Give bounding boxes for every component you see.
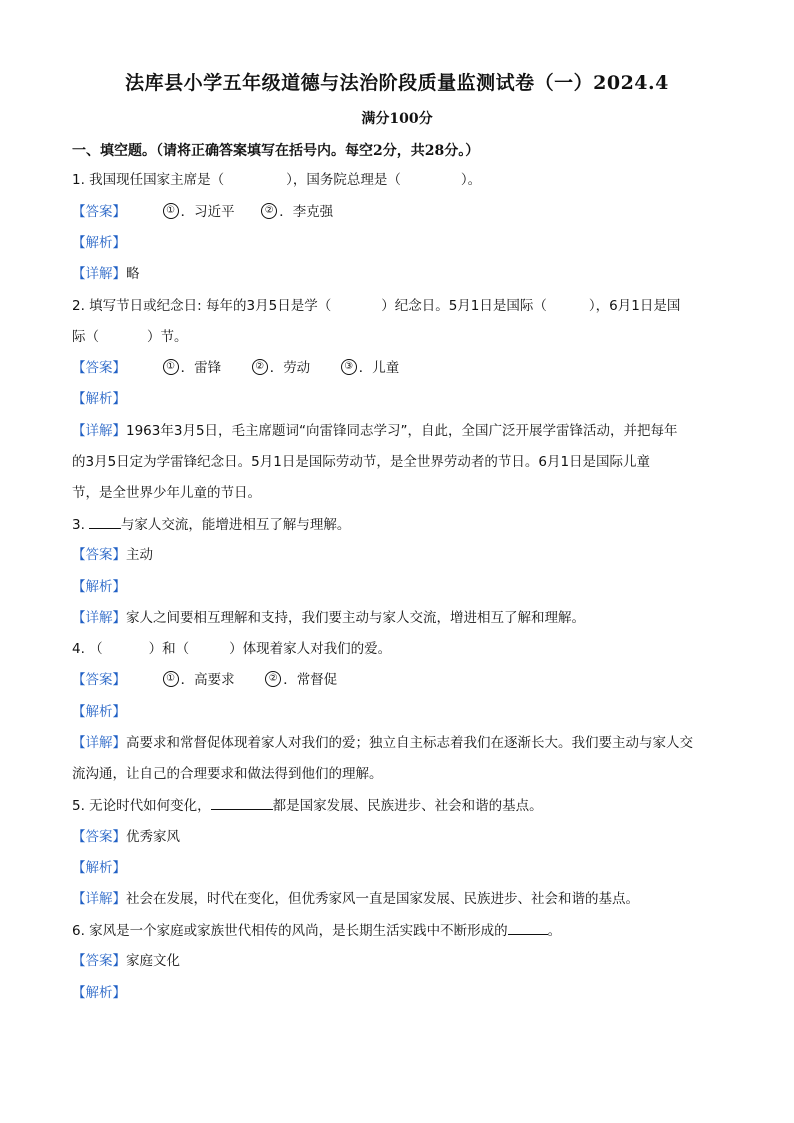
detail-text: 高要求和常督促体现着家人对我们的爱；独立自主标志着我们在逐渐长大。我们要主动与家人交 xyxy=(126,735,693,751)
detail-row-5 xyxy=(72,889,728,909)
answer-label: 【答案】 xyxy=(72,204,126,220)
answer-row-5 xyxy=(72,827,728,847)
detail-label: 【详解】 xyxy=(72,610,126,626)
detail-label: 【详解】 xyxy=(72,266,126,282)
answer-text: 儿童 xyxy=(372,360,400,376)
answer-row-4: 【答案】 ① ．高要求 ② ．常督促 xyxy=(72,672,338,688)
answer-text: 家庭文化 xyxy=(126,953,180,969)
full-score: 满分100分 xyxy=(361,111,433,127)
analysis-label-1: 【解析】 xyxy=(72,235,126,251)
detail-text: 1963年3月5日，毛主席题词“向雷锋同志学习”，自此，全国广泛开展学雷锋活动，并把每年 xyxy=(126,423,678,439)
answer-row-6 xyxy=(72,951,728,971)
answer-text: 常督促 xyxy=(296,672,338,688)
detail-row-3 xyxy=(72,608,728,628)
option-mark: ③ xyxy=(341,359,357,375)
answer-row-1: 【答案】 ① ．习近平 ② ．李克强 xyxy=(72,204,334,220)
answer-text: 优秀家风 xyxy=(126,829,180,845)
exam-title: 法库县小学五年级道德与法治阶段质量监测试卷（一）2024.4 xyxy=(125,72,669,94)
detail-row-4-cont: 流沟通，让自己的合理要求和做法得到他们的理解。 xyxy=(72,766,383,782)
question-1: 1. 我国现任国家主席是（ ），国务院总理是（ ）。 xyxy=(72,172,482,188)
detail-text: 家人之间要相互理解和支持，我们要主动与家人交流，增进相互了解和理解。 xyxy=(126,610,585,626)
detail-label: 【详解】 xyxy=(72,891,126,907)
detail-row-1 xyxy=(72,264,728,284)
answer-text: 劳动 xyxy=(283,360,311,376)
analysis-label-2: 【解析】 xyxy=(72,391,126,407)
option-mark: ① xyxy=(163,203,179,219)
detail-row-2 xyxy=(72,421,728,441)
question-3: 3. 与家人交流，能增进相互了解与理解。 xyxy=(72,514,728,535)
answer-text: 李克强 xyxy=(292,204,334,220)
question-2-line-2: 际（ ）节。 xyxy=(72,329,188,345)
option-mark: ① xyxy=(163,359,179,375)
detail-row-2-cont: 的3月5日定为学雷锋纪念日。5月1日是国际劳动节，是全世界劳动者的节日。6月1日是国际儿童 xyxy=(72,454,651,470)
answer-text: 高要求 xyxy=(194,672,235,688)
analysis-label-6: 【解析】 xyxy=(72,985,126,1001)
question-2-line-1: 2. 填写节日或纪念日: 每年的3月5日是学（ ）纪念日。5月1日是国际（ ），6月1日是国 xyxy=(72,298,681,314)
section-heading: 一、填空题。（请将正确答案填写在括号内。每空2分，共28分。） xyxy=(72,143,480,159)
option-mark: ② xyxy=(261,203,277,219)
detail-text: 社会在发展，时代在变化，但优秀家风一直是国家发展、民族进步、社会和谐的基点。 xyxy=(126,891,639,907)
answer-label: 【答案】 xyxy=(72,360,126,376)
answer-row-3 xyxy=(72,545,728,565)
answer-text: 习近平 xyxy=(194,204,235,220)
analysis-label-4: 【解析】 xyxy=(72,704,126,720)
question-5: 5. 无论时代如何变化， 都是国家发展、民族进步、社会和谐的基点。 xyxy=(72,795,728,816)
answer-label: 【答案】 xyxy=(72,953,126,969)
option-mark: ② xyxy=(265,671,281,687)
analysis-label-5: 【解析】 xyxy=(72,860,126,876)
answer-blank xyxy=(89,514,121,529)
option-mark: ② xyxy=(252,359,268,375)
option-mark: ① xyxy=(163,671,179,687)
question-4: 4. （ ）和（ ）体现着家人对我们的爱。 xyxy=(72,641,392,657)
analysis-label-3: 【解析】 xyxy=(72,579,126,595)
detail-label: 【详解】 xyxy=(72,735,126,751)
detail-label: 【详解】 xyxy=(72,423,126,439)
answer-text: 主动 xyxy=(126,547,153,563)
answer-text: 雷锋 xyxy=(194,360,222,376)
answer-row-2: 【答案】 ① ．雷锋 ② ．劳动 ③ ．儿童 xyxy=(72,360,400,376)
detail-row-4 xyxy=(72,733,728,753)
answer-label: 【答案】 xyxy=(72,829,126,845)
answer-label: 【答案】 xyxy=(72,547,126,563)
answer-blank xyxy=(508,920,548,935)
answer-blank xyxy=(211,795,273,810)
detail-row-2-end: 节，是全世界少年儿童的节日。 xyxy=(72,485,261,501)
detail-text: 略 xyxy=(126,266,140,282)
answer-label: 【答案】 xyxy=(72,672,126,688)
question-6: 6. 家风是一个家庭或家族世代相传的风尚，是长期生活实践中不断形成的 。 xyxy=(72,920,728,941)
